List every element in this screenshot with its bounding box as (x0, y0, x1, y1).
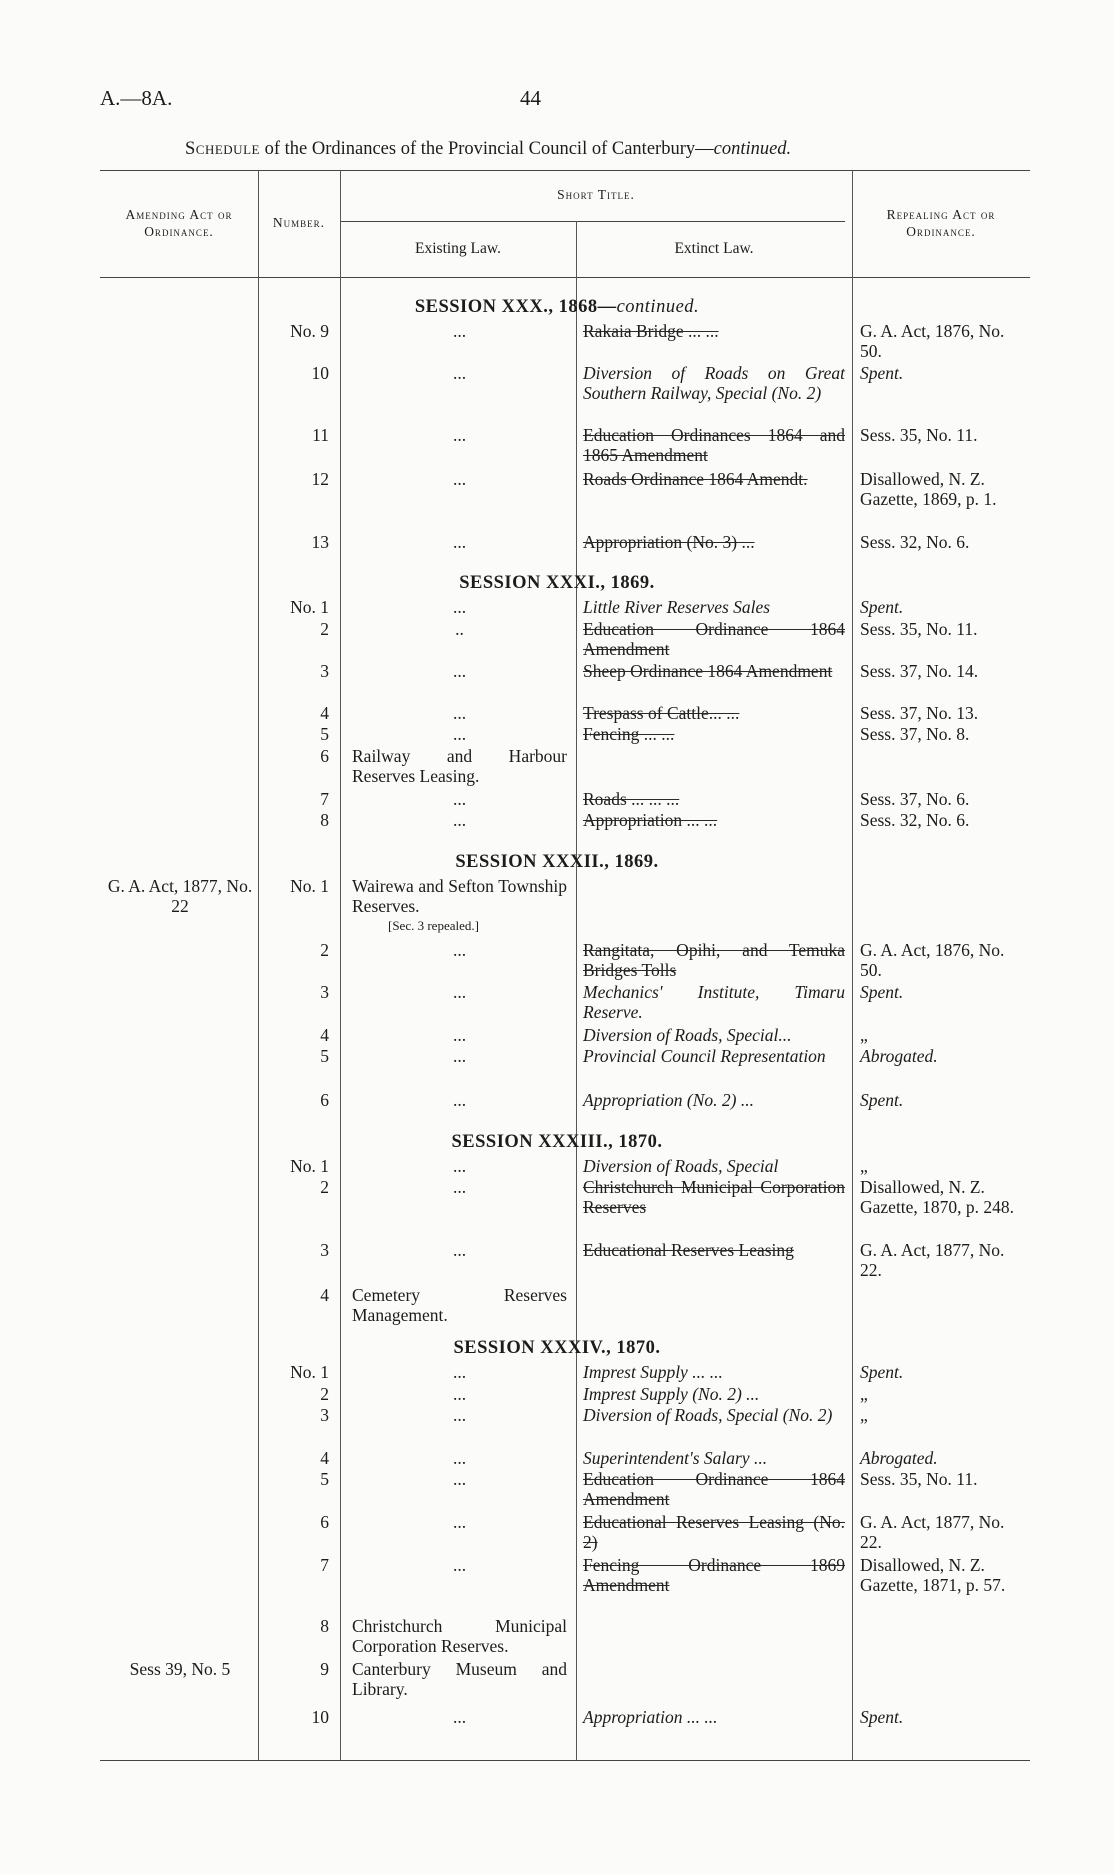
session-heading (0, 573, 1114, 594)
existing-law-cell: ... (452, 1025, 467, 1045)
column-divider (576, 221, 577, 1760)
header-number: Number. (272, 215, 326, 230)
extinct-law-cell: Fencing Ordinance 1869 Amendment (583, 1555, 845, 1595)
extinct-law-cell: Provincial Council Representation (583, 1046, 826, 1066)
repealing-act-cell: „ (860, 1156, 868, 1176)
session-heading (0, 1338, 1114, 1359)
existing-law-cell: ... (452, 810, 467, 830)
short-title-rule (340, 221, 845, 222)
column-divider (852, 170, 853, 1760)
extinct-law-cell: Educational Reserves Leasing (No. 2) (583, 1512, 845, 1552)
existing-law-cell: ... (452, 1156, 467, 1176)
number-cell: No. 1 (290, 1362, 329, 1382)
extinct-law-cell: Diversion of Roads, Special... (583, 1025, 792, 1045)
existing-law-cell: ... (452, 1046, 467, 1066)
extinct-law-cell: Christchurch Municipal Corporation Reserves (583, 1177, 845, 1217)
number-cell: 8 (320, 1616, 329, 1636)
repealing-act-cell: Disallowed, N. Z. Gazette, 1871, p. 57. (860, 1555, 1006, 1595)
existing-law-cell: ... (452, 363, 467, 383)
repealing-act-cell: Sess. 35, No. 11. (860, 425, 978, 445)
session-heading (0, 852, 1114, 873)
extinct-law-cell: Education Ordinances 1864 and 1865 Amendment (583, 425, 845, 465)
number-cell: 4 (320, 1285, 329, 1305)
session-title-text: SESSION XXXII., 1869. (455, 852, 659, 872)
number-cell: 7 (320, 1555, 329, 1575)
existing-law-cell: ... (452, 1090, 467, 1110)
session-title-text: SESSION XXXI., 1869. (459, 573, 655, 593)
extinct-law-cell: Trespass of Cattle... ... (583, 703, 740, 723)
existing-law-cell: ... (452, 1240, 467, 1260)
extinct-law-cell: Appropriation ... ... (583, 1707, 718, 1727)
session-title-text: SESSION XXXIII., 1870. (451, 1132, 663, 1152)
extinct-law-cell: Education Ordinance 1864 Amendment (583, 619, 845, 659)
existing-law-cell: ... (452, 1384, 467, 1404)
number-cell: 11 (312, 425, 329, 445)
existing-law-cell: Railway and Harbour Reserves Leasing. (352, 746, 567, 786)
existing-law-cell: ... (452, 469, 467, 489)
repeal-note: [Sec. 3 repealed.] (388, 918, 479, 933)
amending-act-cell: Sess 39, No. 5 (129, 1659, 231, 1679)
number-cell: 6 (320, 746, 329, 766)
repealing-act-cell: Abrogated. (860, 1046, 938, 1066)
session-title-text: SESSION XXXIV., 1870. (453, 1338, 661, 1358)
schedule-title-continued: continued. (713, 139, 792, 159)
number-cell: No. 1 (290, 876, 329, 896)
existing-law-cell: ... (452, 982, 467, 1002)
existing-law-cell: ... (452, 1555, 467, 1575)
existing-law-cell: ... (452, 1362, 467, 1382)
existing-law-cell: ... (452, 703, 467, 723)
number-cell: 6 (320, 1090, 329, 1110)
number-cell: 6 (320, 1512, 329, 1532)
existing-law-cell: ... (452, 597, 467, 617)
existing-law-cell: ... (452, 532, 467, 552)
amending-act-cell: G. A. Act, 1877, No. 22 (107, 876, 253, 916)
number-cell: 2 (320, 1384, 329, 1404)
repealing-act-cell: Sess. 37, No. 8. (860, 724, 970, 744)
extinct-law-cell: Superintendent's Salary ... (583, 1448, 768, 1468)
number-cell: 5 (320, 724, 329, 744)
header-extinct: Extinct Law. (674, 240, 754, 257)
number-cell: 2 (320, 619, 329, 639)
extinct-law-cell: Diversion of Roads on Great Southern Railway, Special (No. 2) (583, 363, 845, 403)
number-cell: 10 (311, 1707, 329, 1727)
session-title-text: SESSION XXX., 1868— (414, 297, 617, 317)
extinct-law-cell: Diversion of Roads, Special (No. 2) (583, 1405, 833, 1425)
schedule-title (185, 139, 791, 160)
repealing-act-cell: Sess. 37, No. 6. (860, 789, 970, 809)
existing-law-cell: ... (452, 724, 467, 744)
header-repealing: Repealing Act or Ordinance. (886, 207, 996, 239)
existing-law-cell: ... (452, 1469, 467, 1489)
extinct-law-cell: Imprest Supply (No. 2) ... (583, 1384, 760, 1404)
repealing-act-cell: Sess. 37, No. 14. (860, 661, 979, 681)
existing-law-cell: ... (452, 425, 467, 445)
number-cell: 2 (320, 940, 329, 960)
extinct-law-cell: Roads ... ... ... (583, 789, 680, 809)
existing-law-cell: .. (455, 619, 464, 639)
existing-law-cell (352, 876, 567, 936)
repealing-act-cell: Sess. 37, No. 13. (860, 703, 979, 723)
existing-law-cell: ... (452, 1405, 467, 1425)
header-short-title: Short Title. (557, 187, 635, 202)
header-existing: Existing Law. (415, 240, 501, 257)
existing-law-cell: ... (452, 1707, 467, 1727)
repealing-act-cell: „ (860, 1025, 868, 1045)
number-cell: 8 (320, 810, 329, 830)
session-heading (0, 297, 1114, 318)
number-cell: 7 (320, 789, 329, 809)
number-cell: 5 (320, 1469, 329, 1489)
session-title-text: continued. (616, 297, 700, 317)
repealing-act-cell: G. A. Act, 1876, No. 50. (860, 321, 1005, 361)
repealing-act-cell: Sess. 35, No. 11. (860, 619, 978, 639)
extinct-law-cell: Education Ordinance 1864 Amendment (583, 1469, 845, 1509)
number-cell: 3 (320, 982, 329, 1002)
extinct-law-cell: Fencing ... ... (583, 724, 675, 744)
extinct-law-cell: Imprest Supply ... ... (583, 1362, 723, 1382)
schedule-title-main: of the Ordinances of the Provincial Council of Canterbury— (259, 139, 714, 159)
session-heading (0, 1132, 1114, 1153)
extinct-law-cell: Mechanics' Institute, Timaru Reserve. (583, 982, 845, 1022)
existing-law-cell: ... (452, 940, 467, 960)
number-cell: 9 (320, 1659, 329, 1679)
existing-law-cell: ... (452, 321, 467, 341)
repealing-act-cell: Abrogated. (860, 1448, 938, 1468)
repealing-act-cell: „ (860, 1405, 868, 1425)
number-cell: 5 (320, 1046, 329, 1066)
number-cell: 13 (311, 532, 329, 552)
existing-law-cell: ... (452, 1448, 467, 1468)
extinct-law-cell: Rangitata, Opihi, and Temuka Bridges Tolls (583, 940, 845, 980)
repealing-act-cell: Spent. (860, 1090, 904, 1110)
repealing-act-cell: Spent. (860, 597, 904, 617)
extinct-law-cell: Educational Reserves Leasing (583, 1240, 794, 1260)
extinct-law-cell: Appropriation ... ... (583, 810, 718, 830)
column-divider (340, 170, 341, 1760)
extinct-law-cell: Roads Ordinance 1864 Amendt. (583, 469, 808, 489)
session-title-text: Wairewa and Sefton Township Reserves. (352, 876, 567, 916)
number-cell: No. 9 (290, 321, 329, 341)
extinct-law-cell: Sheep Ordinance 1864 Amendment (583, 661, 833, 681)
repealing-act-cell: G. A. Act, 1877, No. 22. (860, 1240, 1005, 1280)
number-cell: 3 (320, 661, 329, 681)
number-cell: 10 (311, 363, 329, 383)
repealing-act-cell: Disallowed, N. Z. Gazette, 1870, p. 248. (860, 1177, 1015, 1217)
table-top-rule (100, 170, 1030, 171)
existing-law-cell: ... (452, 1512, 467, 1532)
number-cell: 4 (320, 1448, 329, 1468)
repealing-act-cell: Spent. (860, 1707, 904, 1727)
number-cell: No. 1 (290, 1156, 329, 1176)
extinct-law-cell: Rakaia Bridge ... ... (583, 321, 719, 341)
repealing-act-cell: Sess. 35, No. 11. (860, 1469, 978, 1489)
extinct-law-cell: Diversion of Roads, Special (583, 1156, 779, 1176)
existing-law-cell: Christchurch Municipal Corporation Reserves. (352, 1616, 567, 1656)
page-number: 44 (520, 86, 541, 110)
document-reference: A.—8A. (100, 86, 173, 110)
header-amending: Amending Act or Ordinance. (125, 207, 233, 239)
existing-law-cell: ... (452, 789, 467, 809)
repealing-act-cell: Sess. 32, No. 6. (860, 532, 970, 552)
number-cell: 3 (320, 1240, 329, 1260)
header-bottom-rule (100, 277, 1030, 278)
repealing-act-cell: G. A. Act, 1877, No. 22. (860, 1512, 1005, 1552)
repealing-act-cell: Spent. (860, 982, 904, 1002)
column-divider (258, 170, 259, 1760)
extinct-law-cell: Appropriation (No. 2) ... (583, 1090, 754, 1110)
schedule-title-lead: Schedule (185, 139, 260, 159)
existing-law-cell: ... (452, 661, 467, 681)
repealing-act-cell: Sess. 32, No. 6. (860, 810, 970, 830)
repealing-act-cell: Disallowed, N. Z. Gazette, 1869, p. 1. (860, 469, 997, 509)
extinct-law-cell: Appropriation (No. 3) ... (583, 532, 755, 552)
existing-law-cell: ... (452, 1177, 467, 1197)
number-cell: 4 (320, 703, 329, 723)
existing-law-cell: Canterbury Museum and Library. (352, 1659, 567, 1699)
existing-law-cell: Cemetery Reserves Management. (352, 1285, 567, 1325)
table-bottom-rule (100, 1760, 1030, 1761)
extinct-law-cell: Little River Reserves Sales (583, 597, 771, 617)
repealing-act-cell: Spent. (860, 363, 904, 383)
number-cell: 2 (320, 1177, 329, 1197)
repealing-act-cell: G. A. Act, 1876, No. 50. (860, 940, 1005, 980)
number-cell: 12 (311, 469, 329, 489)
number-cell: No. 1 (290, 597, 329, 617)
number-cell: 4 (320, 1025, 329, 1045)
repealing-act-cell: „ (860, 1384, 868, 1404)
number-cell: 3 (320, 1405, 329, 1425)
repealing-act-cell: Spent. (860, 1362, 904, 1382)
